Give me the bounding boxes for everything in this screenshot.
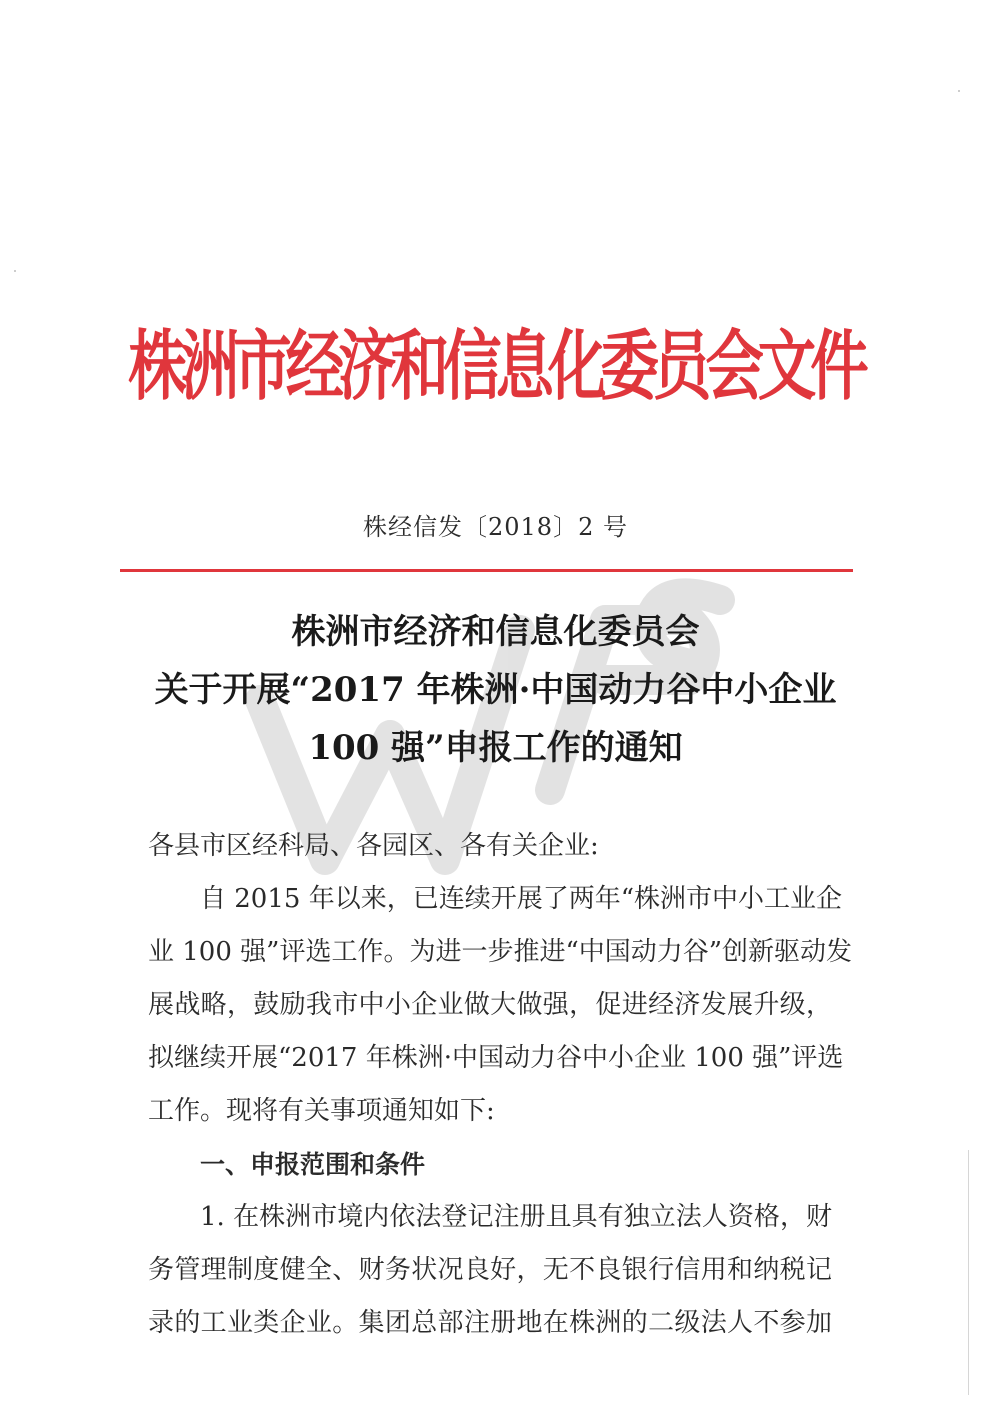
paragraph-line: 拟继续开展“2017 年株洲·中国动力谷中小企业 100 强”评选 [148, 1043, 844, 1073]
paragraph-line: 务管理制度健全、财务状况良好，无不良银行信用和纳税记 [148, 1255, 832, 1285]
title-line: 株洲市经济和信息化委员会 [291, 612, 700, 652]
title-line: 100 强”申报工作的通知 [308, 728, 683, 768]
scan-speck [958, 90, 960, 92]
document-body [148, 820, 853, 1350]
title-line: 关于开展“2017 年株洲·中国动力谷中小企业 [154, 670, 837, 710]
paragraph-line: 业 100 强”评选工作。为进一步推进“中国动力谷”创新驱动发 [148, 937, 853, 967]
paragraph-line: 1. 在株洲市境内依法登记注册且具有独立法人资格，财 [200, 1202, 832, 1232]
scan-speck [14, 270, 16, 272]
paragraph-line: 录的工业类企业。集团总部注册地在株洲的二级法人不参加 [148, 1308, 832, 1338]
document-masthead: 株洲市经济和信息化委员会文件 [128, 323, 863, 412]
scan-edge-line [968, 1150, 969, 1395]
paragraph-line: 工作。现将有关事项通知如下: [148, 1096, 495, 1126]
salutation-line: 各县市区经科局、各园区、各有关企业: [148, 831, 599, 861]
paragraph-line: 自 2015 年以来，已连续开展了两年“株洲市中小工业企 [200, 884, 842, 914]
paragraph-line: 展战略，鼓励我市中小企业做大做强，促进经济发展升级， [148, 990, 832, 1020]
document-number: 株经信发〔2018〕2 号 [363, 513, 628, 541]
document-title [0, 603, 991, 777]
section-heading: 一、申报范围和条件 [200, 1150, 426, 1179]
